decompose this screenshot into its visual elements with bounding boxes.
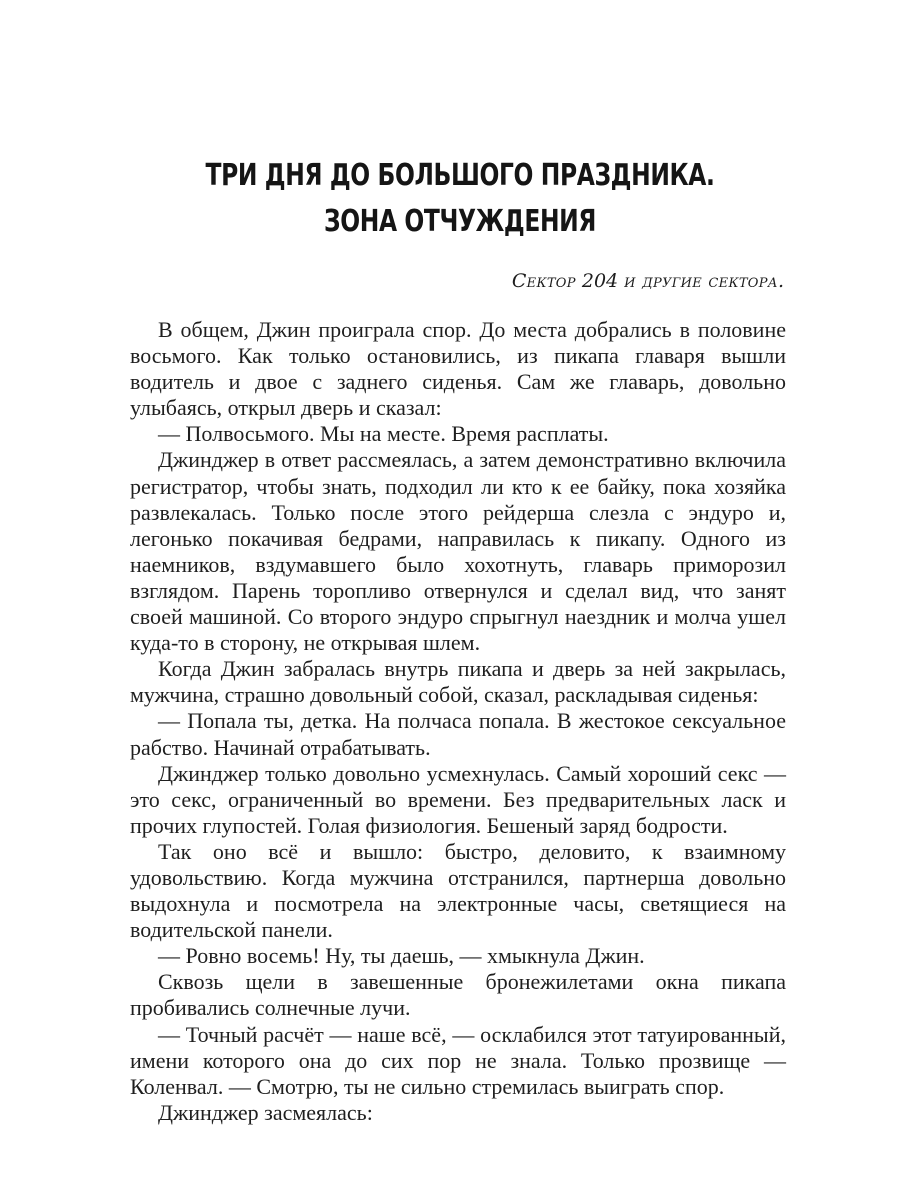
- paragraph: — Попала ты, детка. На полчаса попала. В жестокое сексуальное рабство. Начинай отрабатывать.: [130, 708, 786, 760]
- paragraph: Сквозь щели в завешенные бронежилетами окна пикапа пробивались солнечные лучи.: [130, 969, 786, 1021]
- epigraph-word-sector: Сектор: [511, 270, 576, 292]
- paragraph: Джинджер только довольно усмехнулась. Самый хороший секс — это секс, ограниченный во времени. Без предварительных ласк и прочих глупостей. Голая физиология. Бешеный заряд бодрости.: [130, 760, 786, 838]
- paragraph: В общем, Джин проиграла спор. До места добрались в половине восьмого. Как только остановились, из пикапа главаря вышли водитель и двое с заднего сиденья. Сам же главарь, довольно улыбаясь, открыл дверь и сказал:: [130, 317, 786, 421]
- epigraph-other-sectors: и другие сектора: [624, 270, 778, 292]
- chapter-title-line-1: ТРИ ДНЯ ДО БОЛЬШОГО ПРАЗДНИКА.: [205, 158, 715, 194]
- chapter-title-line-2: ЗОНА ОТЧУЖДЕНИЯ: [324, 204, 596, 240]
- paragraph: Так оно всё и вышло: быстро, деловито, к взаимному удовольствию. Когда мужчина отстранился, партнерша довольно выдохнула и посмотрела на электронные часы, светящиеся на водительской панели.: [130, 838, 786, 943]
- epigraph-number: 204: [575, 270, 625, 292]
- epigraph-period: .: [777, 270, 784, 292]
- paragraph: Когда Джин забралась внутрь пикапа и дверь за ней закрылась, мужчина, страшно довольный собой, сказал, раскладывая сиденья:: [130, 656, 786, 708]
- paragraph: — Полвосьмого. Мы на месте. Время расплаты.: [158, 421, 609, 447]
- paragraph: Джинджер засмеялась:: [158, 1099, 373, 1125]
- epigraph-location: [512, 268, 784, 294]
- paragraph: — Точный расчёт — наше всё, — осклабился этот татуированный, имени которого она до сих пор не знала. Только прозвище — Коленвал. — Смотрю, ты не сильно стремилась выиграть спор.: [130, 1021, 786, 1099]
- paragraph: Джинджер в ответ рассмеялась, а затем демонстративно включила регистратор, чтобы знать, подходил ли кто к ее байку, пока хозяйка развлекалась. Только после этого рейдерша слезла с эндуро и, легонько покачивая бедрами, направилась к пикапу. Одного из наемников, вздумавшего было хохотнуть, главарь приморозил взглядом. Парень торопливо отвернулся и сделал вид, что занят своей машиной. Со второго эндуро спрыгнул наездник и молча ушел куда-то в сторону, не открывая шлем.: [130, 447, 786, 656]
- chapter-title: [203, 153, 718, 245]
- body-text: [130, 317, 786, 1126]
- paragraph: — Ровно восемь! Ну, ты даешь, — хмыкнула Джин.: [158, 943, 645, 969]
